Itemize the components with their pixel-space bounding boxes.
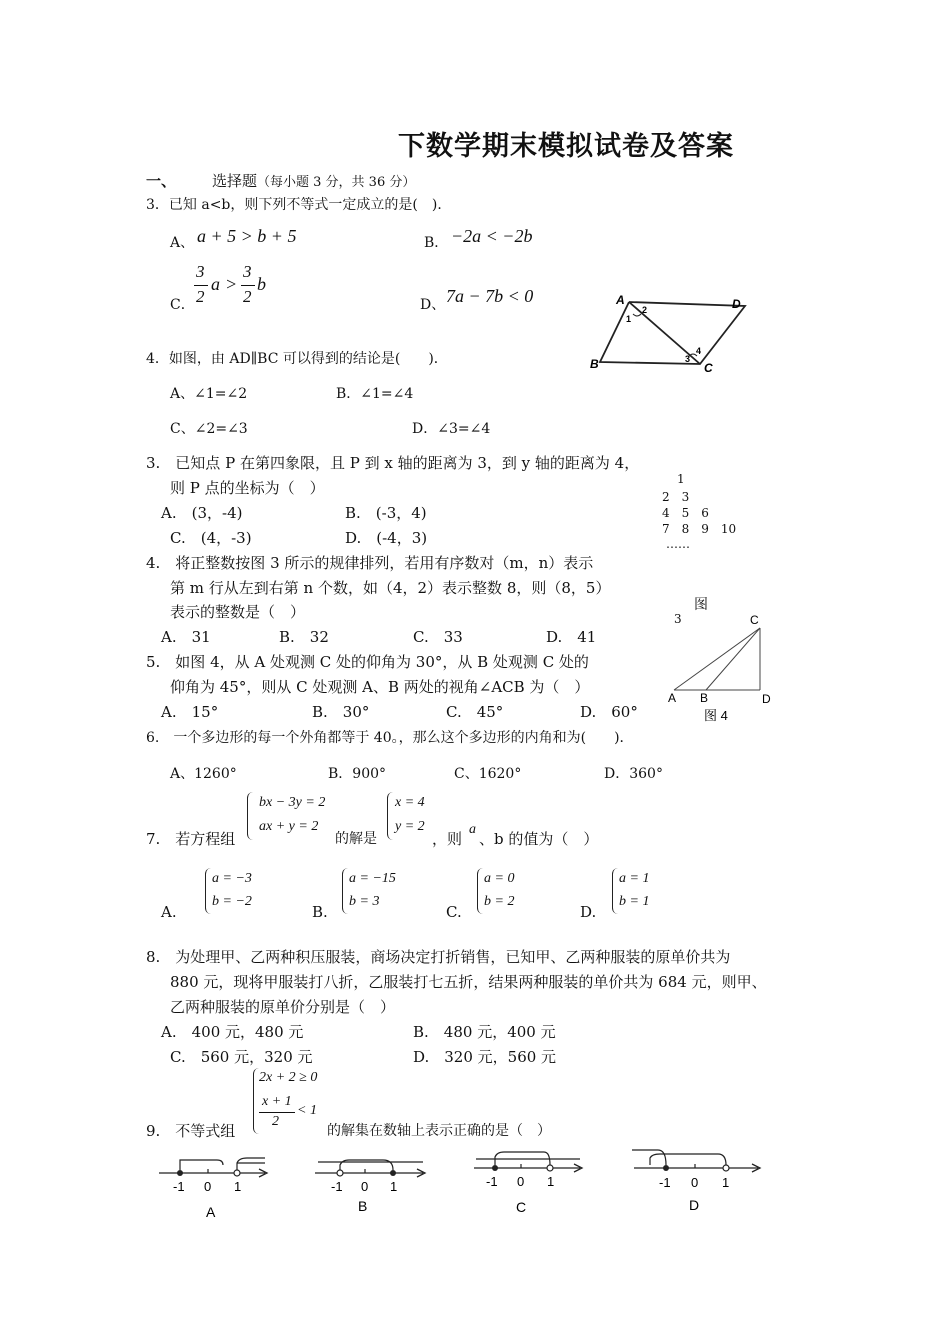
angle-1-label: 1 [626,314,632,324]
fig1-label-a: A [616,293,625,307]
q7-option-b-line2: b = 3 [349,894,380,909]
open-point [723,1165,729,1171]
angle-3-label: 3 [685,354,691,364]
frac1-num: 3 [196,262,205,281]
q4a-option-c: C、∠2=∠3 [170,421,248,437]
q5-option-b: B. 30° [312,703,370,721]
section-heading [212,170,415,191]
question-8-line1: 8. 为处理甲、乙两种积压服装，商场决定打折销售，已知甲、乙两种服装的原单价共为 [146,948,731,966]
tick-label-0: 0 [691,1175,699,1190]
question-4b-line2: 第 m 行从左到右第 n 个数，如（4，2）表示整数 8，则（8，5） [170,579,611,597]
question-4b-line1: 4. 将正整数按图 3 所示的规律排列，若用有序数对（m，n）表示 [146,554,594,572]
q3a-option-c-label: C． [170,297,195,313]
q4b-option-b: B. 32 [279,628,329,646]
tick-label-1: 1 [390,1179,398,1194]
q4a-option-b: B．∠1=∠4 [336,386,414,402]
fig1-label-d: D [732,297,741,311]
question-7-var-a: a [469,822,476,837]
fig4-label-a: A [668,691,677,705]
q3a-option-a-expr: a + 5 > b + 5 [197,226,297,246]
q7-solution-y: y = 2 [395,819,425,834]
range-left [180,1160,223,1170]
fig1-label-c: C [704,361,713,375]
q7-system-eq1: bx − 3y = 2 [259,795,326,810]
number-line-b [313,1148,433,1223]
fig3-caption: 图 [694,597,708,613]
question-4a-stem: 4．如图，由 AD∥BC 可以得到的结论是( )． [146,351,448,367]
option-label: D [689,1197,700,1213]
q3a-option-c-expr [194,262,284,312]
page-title: 下数学期末模拟试卷及答案 [398,131,734,162]
closed-point [177,1170,183,1176]
frac1-den: 2 [196,287,205,306]
q4b-option-d: D. 41 [546,628,597,646]
parallelogram-figure [585,292,755,382]
question-3a-stem: 3．已知 a<b，则下列不等式一定成立的是( )． [146,197,452,213]
question-4b-line3: 表示的整数是（ ） [170,603,306,621]
q7-option-b-line1: a = −15 [349,871,396,886]
frac2-num: 3 [243,262,252,281]
c-gt: > [225,274,238,294]
number-line-d [630,1144,770,1219]
angle-arc-a [633,314,641,316]
q7-option-c-line2: b = 2 [484,894,515,909]
fig1-label-b: B [590,357,599,371]
q3b-option-b: B. (-3，4) [345,504,427,522]
q4a-option-a: A、∠1=∠2 [170,386,248,402]
tick-label-neg1: -1 [331,1179,343,1194]
open-point [547,1165,553,1171]
q8-option-c: C. 560 元，320 元 [170,1048,313,1066]
option-label: B [358,1198,368,1214]
question-6-stem: 6. 一个多边形的每一个外角都等于 40。，那么这个多边形的内角和为( )． [146,730,634,746]
q3a-option-a-label: A、 [170,235,195,251]
q7-option-b-label: B. [312,903,328,921]
tick-label-0: 0 [361,1179,369,1194]
question-5-line2: 仰角为 45°，则从 C 处观测 A、B 两处的视角∠ACB 为（ ） [170,678,590,696]
q5-option-c: C. 45° [446,703,504,721]
q6-option-d: D．360° [604,766,663,782]
q7-option-c-label: C. [446,903,462,921]
q4b-option-c: C. 33 [413,628,463,646]
q4b-option-a: A. 31 [161,628,211,646]
q7-option-a-line1: a = −3 [212,871,252,886]
frac2-den: 2 [243,287,252,306]
q7-option-a-label: A. [161,903,177,921]
tick-label-0: 0 [517,1174,525,1189]
sight-line-a [674,628,760,690]
q7-option-d-line2: b = 1 [619,894,650,909]
tick-label-1: 1 [547,1174,555,1189]
closed-point [663,1165,669,1171]
q6-option-b: B．900° [328,766,387,782]
tick-label-0: 0 [204,1179,212,1194]
q9-frac-bar [259,1112,295,1113]
question-8-line2: 880 元，现将甲服装打八折，乙服装打七五折，结果两种服装的单价共为 684 元，则甲、 [170,973,767,991]
tick-label-1: 1 [722,1175,730,1190]
q3b-option-c: C. (4，-3) [170,529,252,547]
range-bracket [650,1154,726,1165]
fig3-row-5: …… [666,537,690,551]
question-3b-line1: 3. 已知点 P 在第四象限，且 P 到 x 轴的距离为 3，到 y 轴的距离为 4， [146,454,640,472]
q7-option-a-line2: b = −2 [212,894,252,909]
q5-option-a: A. 15° [161,703,219,721]
q7-option-d-line1: a = 1 [619,871,650,886]
q3a-option-d-expr: 7a − 7b < 0 [446,286,534,306]
question-9-prefix: 9. 不等式组 [146,1122,236,1140]
q3a-option-d-label: D、 [420,297,446,313]
fig4-label-b: B [700,691,709,705]
option-label: A [206,1204,216,1220]
q7-option-c-line1: a = 0 [484,871,515,886]
open-point [234,1170,240,1176]
q8-option-d: D. 320 元，560 元 [413,1048,557,1066]
tick-label-neg1: -1 [173,1179,185,1194]
parallelogram-outline [600,302,745,364]
question-8-line3: 乙两种服装的原单价分别是（ ） [170,998,396,1016]
question-7-prefix: 7. 若方程组 [146,830,236,848]
q8-option-b: B. 480 元，400 元 [413,1023,556,1041]
question-5-line1: 5. 如图 4，从 A 处观测 C 处的仰角为 30°，从 B 处观测 C 处的 [146,653,589,671]
sight-line-b [706,628,760,690]
option-label: C [516,1199,527,1215]
frac1-bar [194,285,208,286]
q9-rel: < 1 [297,1103,317,1118]
question-9-suffix: 的解集在数轴上表示正确的是（ ） [327,1123,551,1139]
number-line-a [157,1150,277,1225]
fig3-row-3: 4 5 6 [662,506,709,520]
fig4-label-c: C [750,613,759,627]
q3a-option-b-label: B． [424,235,449,251]
c-var-a: a [211,274,220,294]
fig3-row-2: 2 3 [662,490,690,504]
q7-system-eq2: ax + y = 2 [259,819,319,834]
fig3-row-4: 7 8 9 10 [662,522,737,536]
q3b-option-a: A. (3，-4) [161,504,243,522]
tick-label-neg1: -1 [659,1175,671,1190]
question-7-suffix1: ，则 [432,830,463,848]
open-point [337,1170,343,1176]
closed-point [492,1165,498,1171]
question-7-suffix2: 、b 的值为（ ） [479,830,599,848]
tick-label-1: 1 [234,1179,242,1194]
q7-option-d-label: D. [580,903,597,921]
range-left [632,1150,666,1165]
q3a-option-b-expr: −2a < −2b [451,226,533,246]
angle-2-label: 2 [642,305,648,315]
q5-option-d: D. 60° [580,703,638,721]
q9-frac-num: x + 1 [262,1094,292,1109]
fig4-label-d: D [762,692,771,706]
fig3-row-1: 1 [677,472,685,486]
question-7-mid: 的解是 [335,831,377,847]
section-note: （每小题 3 分，共 36 分） [257,175,416,190]
question-3b-line2: 则 P 点的坐标为（ ） [170,479,325,497]
q6-option-c: C、1620° [454,766,522,782]
q9-frac-den: 2 [272,1114,279,1129]
q7-system-brace [247,792,256,840]
c-var-b: b [257,274,266,294]
section-name: 选择题 [212,172,258,190]
q7-solution-x: x = 4 [395,795,425,810]
closed-point [390,1170,396,1176]
section-number: 一、 [146,172,177,190]
fig3-caption-number: 3 [674,612,682,626]
frac2-bar [241,285,255,286]
q3b-option-d: D. (-4，3) [345,529,428,547]
tick-label-neg1: -1 [486,1174,498,1189]
angle-4-label: 4 [696,346,702,356]
range-right [237,1158,265,1170]
fig4-caption: 图 4 [704,708,728,723]
q6-option-a: A、1260° [170,766,237,782]
q4a-option-d: D．∠3=∠4 [412,421,491,437]
number-line-c [472,1146,592,1221]
elevation-figure [660,610,780,726]
q8-option-a: A. 400 元，480 元 [161,1023,304,1041]
q9-system-eq1: 2x + 2 ≥ 0 [259,1070,318,1085]
